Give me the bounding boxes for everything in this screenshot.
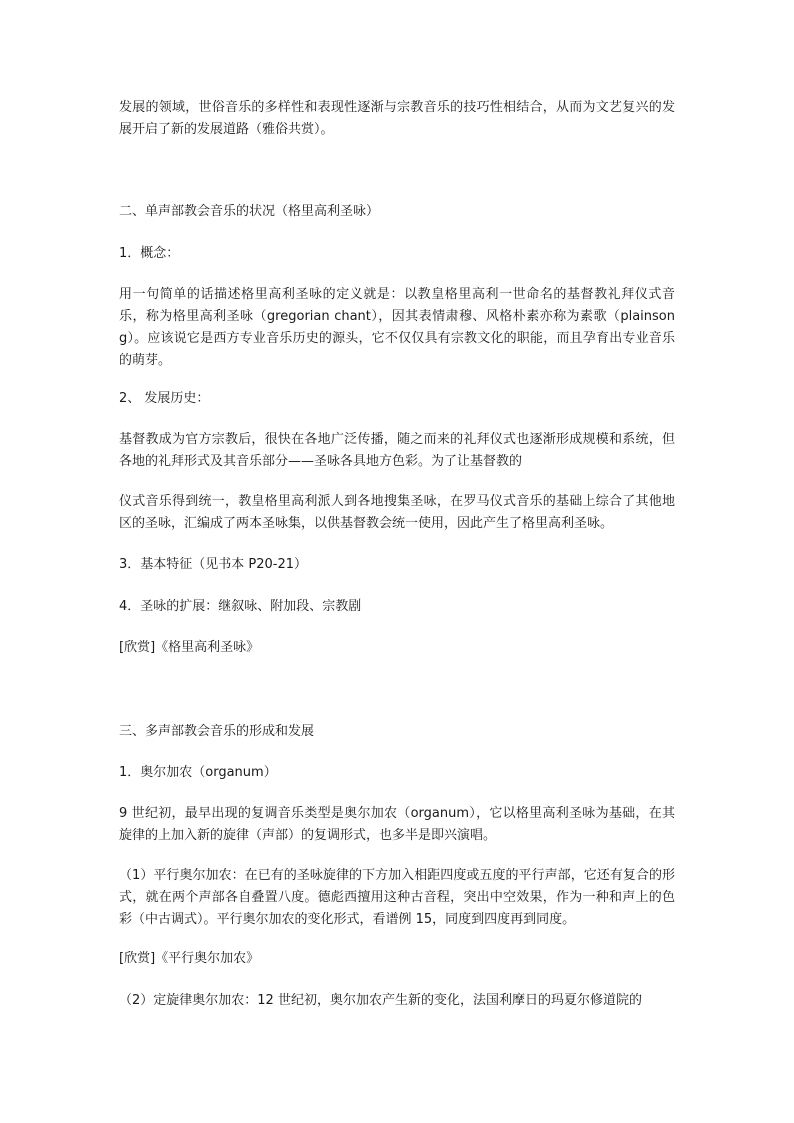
subheading-organum: 1．奥尔加农（organum） [119, 765, 277, 780]
subheading-development-history: 2、 发展历史： [119, 391, 210, 406]
paragraph-christianity-spread: 基督教成为官方宗教后，很快在各地广泛传播，随之而来的礼拜仪式也逐渐形成规模和系统，但各地的礼拜形式及其音乐部分——圣咏各具地方色彩。为了让基督教的 [119, 432, 675, 469]
section-heading-monophonic-church-music: 二、单声部教会音乐的状况（格里高利圣咏） [119, 204, 380, 219]
paragraph-cantus-firmus-organum: （2）定旋律奥尔加农：12 世纪初，奥尔加农产生新的变化，法国利摩日的玛夏尔修道院的 [119, 993, 642, 1008]
paragraph-chant-unification: 仪式音乐得到统一，教皇格里高利派人到各地搜集圣咏，在罗马仪式音乐的基础上综合了其他地区的圣咏，汇编成了两本圣咏集，以供基督教会统一使用，因此产生了格里高利圣咏。 [119, 494, 675, 531]
paragraph-organum-origin: 9 世纪初，最早出现的复调音乐类型是奥尔加农（organum），它以格里高利圣咏为基础，在其旋律的上加入新的旋律（声部）的复调形式，也多半是即兴演唱。 [119, 806, 675, 843]
paragraph-parallel-organum: （1）平行奥尔加农：在已有的圣咏旋律的下方加入相距四度或五度的平行声部，它还有复合的形式，就在两个声部各自叠置八度。德彪西擅用这种古音程，突出中空效果，作为一种和声上的色彩（中古调式）。平行奥尔加农的变化形式，看谱例 15，同度到四度再到同度。 [119, 868, 675, 927]
paragraph-gregorian-chant-definition: 用一句简单的话描述格里高利圣咏的定义就是：以教皇格里高利一世命名的基督教礼拜仪式音乐，称为格里高利圣咏（gregorian chant），因其表情肃穆、风格朴素亦称为素歌（plainsong）。应该说它是西方专业音乐历史的源头，它不仅仅具有宗教文化的职能，而且孕育出专业音乐的萌芽。 [119, 287, 675, 368]
section-heading-polyphonic-church-music: 三、多声部教会音乐的形成和发展 [119, 724, 315, 739]
subheading-concept: 1．概念： [119, 246, 180, 261]
paragraph-intro-continuation: 发展的领域，世俗音乐的多样性和表现性逐渐与宗教音乐的技巧性相结合，从而为文艺复兴的发展开启了新的发展道路（雅俗共赏）。 [119, 100, 675, 137]
appreciation-parallel-organum: [欣赏]《平行奥尔加农》 [119, 951, 260, 966]
subheading-basic-features: 3．基本特征（见书本 P20-21） [119, 557, 308, 572]
appreciation-gregorian-chant: [欣赏]《格里高利圣咏》 [119, 640, 260, 655]
subheading-chant-extension: 4．圣咏的扩展：继叙咏、附加段、宗教剧 [119, 599, 362, 614]
